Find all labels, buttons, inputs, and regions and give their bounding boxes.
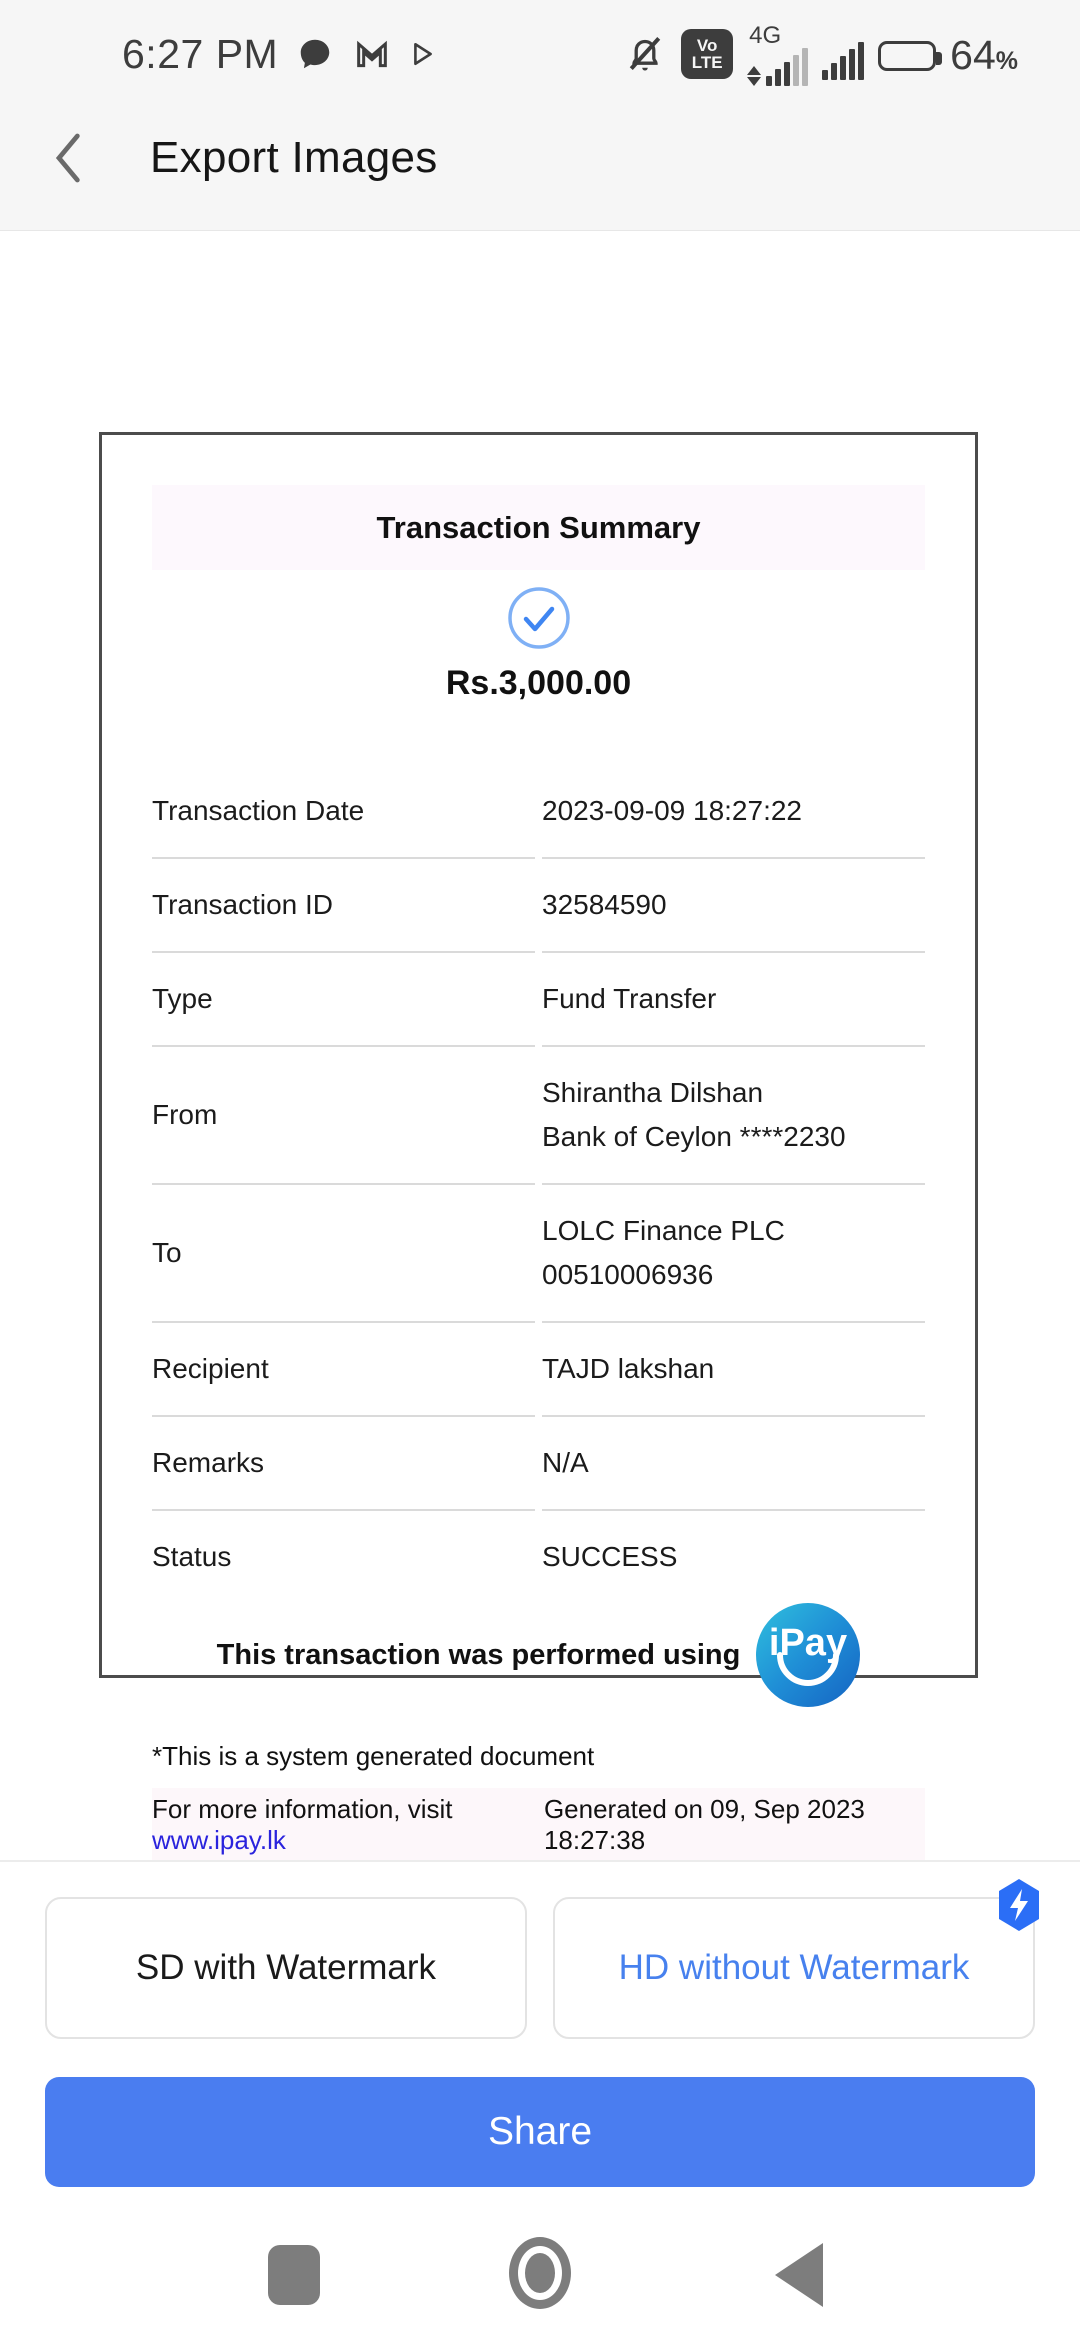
receipt-row-label: From bbox=[152, 1047, 535, 1185]
receipt-row bbox=[152, 1047, 925, 1185]
receipt-row-label: Status bbox=[152, 1541, 232, 1572]
receipt-row-label: Type bbox=[152, 953, 535, 1047]
play-store-notification-icon bbox=[410, 41, 436, 67]
home-button[interactable] bbox=[509, 2237, 571, 2309]
receipt-row bbox=[152, 859, 925, 953]
system-generated-note: *This is a system generated document bbox=[152, 1741, 595, 1771]
receipt-row-value bbox=[542, 1185, 925, 1323]
receipt-row-value-line: Shirantha Dilshan bbox=[542, 1077, 764, 1108]
gmail-notification-icon bbox=[352, 34, 392, 74]
receipt-row-value-line: Bank of Ceylon ****2230 bbox=[542, 1121, 846, 1152]
page-title: Export Images bbox=[150, 133, 438, 182]
premium-lightning-badge-icon bbox=[993, 1877, 1045, 1933]
export-option-label: SD with Watermark bbox=[135, 1948, 437, 1987]
export-option-sd[interactable] bbox=[45, 1897, 527, 2039]
share-button[interactable]: Share bbox=[45, 2077, 1035, 2187]
generated-on-text: Generated on 09, Sep 2023 18:27:38 bbox=[543, 1794, 865, 1855]
receipt-row bbox=[152, 1185, 925, 1323]
android-nav-bar bbox=[0, 2235, 1080, 2315]
export-option-hd[interactable] bbox=[553, 1897, 1035, 2039]
receipt-row-label: Transaction ID bbox=[152, 859, 535, 953]
receipt-row-value-line: Fund Transfer bbox=[542, 983, 717, 1014]
battery-percentage: 64% bbox=[950, 31, 1018, 78]
notifications-muted-bell-icon bbox=[623, 32, 667, 76]
app-header bbox=[0, 108, 1080, 208]
volte-badge-icon: Vo LTE bbox=[681, 29, 733, 79]
receipt-row-value-line: TAJD lakshan bbox=[542, 1353, 715, 1384]
receipt-row-label: Recipient bbox=[152, 1323, 535, 1417]
receipt-row-value-line: 00510006936 bbox=[542, 1259, 714, 1290]
receipt-footer bbox=[152, 1788, 925, 1862]
receipt-row-value bbox=[542, 765, 925, 859]
home-button-dot bbox=[525, 2253, 555, 2293]
transaction-receipt-card bbox=[99, 432, 978, 1855]
android-back-button[interactable] bbox=[775, 2243, 823, 2307]
receipt-row-value bbox=[542, 859, 925, 953]
receipt-title: Transaction Summary bbox=[152, 485, 925, 570]
battery-icon bbox=[878, 41, 936, 71]
receipt-row bbox=[152, 1323, 925, 1417]
receipt-row bbox=[152, 1511, 925, 1603]
receipt-row-value-line: LOLC Finance PLC bbox=[542, 1215, 785, 1246]
more-info-text: For more information, visit www.ipay.lk bbox=[152, 1794, 453, 1855]
signal-sim2-icon bbox=[822, 42, 864, 80]
receipt-row-value-line: N/A bbox=[542, 1447, 589, 1478]
receipt-row-value-line: 2023-09-09 18:27:22 bbox=[542, 795, 802, 826]
performed-using-row bbox=[152, 1603, 925, 1707]
back-button[interactable] bbox=[48, 130, 92, 186]
receipt-row-value bbox=[542, 953, 925, 1047]
signal-sim1-icon bbox=[747, 22, 808, 86]
ipay-logo-text: iPay bbox=[769, 1622, 848, 1664]
receipt-row-value-line: SUCCESS bbox=[542, 1541, 678, 1572]
status-bar bbox=[0, 18, 1080, 90]
chat-bubble-notification-icon bbox=[296, 35, 334, 73]
success-check-icon bbox=[152, 586, 925, 650]
export-option-label: HD without Watermark bbox=[618, 1948, 970, 1987]
receipt-row-value-line: 32584590 bbox=[542, 889, 667, 920]
chevron-left-icon bbox=[48, 130, 92, 186]
receipt-row-value bbox=[542, 1417, 925, 1511]
ipay-website-link[interactable]: www.ipay.lk bbox=[152, 1825, 286, 1855]
receipt-row-value bbox=[542, 1323, 925, 1417]
receipt-row-value bbox=[542, 1047, 925, 1185]
recents-button[interactable] bbox=[268, 2245, 320, 2305]
receipt-row-value bbox=[542, 1511, 925, 1603]
export-options-row bbox=[45, 1897, 1035, 2039]
network-type-label: 4G bbox=[749, 22, 782, 49]
receipt-detail-table bbox=[152, 765, 925, 1603]
top-chrome bbox=[0, 0, 1080, 231]
receipt-row bbox=[152, 953, 925, 1047]
transaction-amount: Rs.3,000.00 bbox=[445, 664, 632, 702]
receipt-row-label: To bbox=[152, 1185, 535, 1323]
receipt-row-label: Transaction Date bbox=[152, 765, 535, 859]
receipt-row bbox=[152, 1417, 925, 1511]
receipt-row bbox=[152, 765, 925, 859]
receipt-row-label: Remarks bbox=[152, 1417, 535, 1511]
performed-using-text: This transaction was performed using bbox=[216, 1638, 741, 1671]
ipay-logo bbox=[756, 1603, 860, 1707]
bottom-panel-divider bbox=[0, 1860, 1080, 1862]
status-time: 6:27 PM bbox=[122, 30, 279, 77]
